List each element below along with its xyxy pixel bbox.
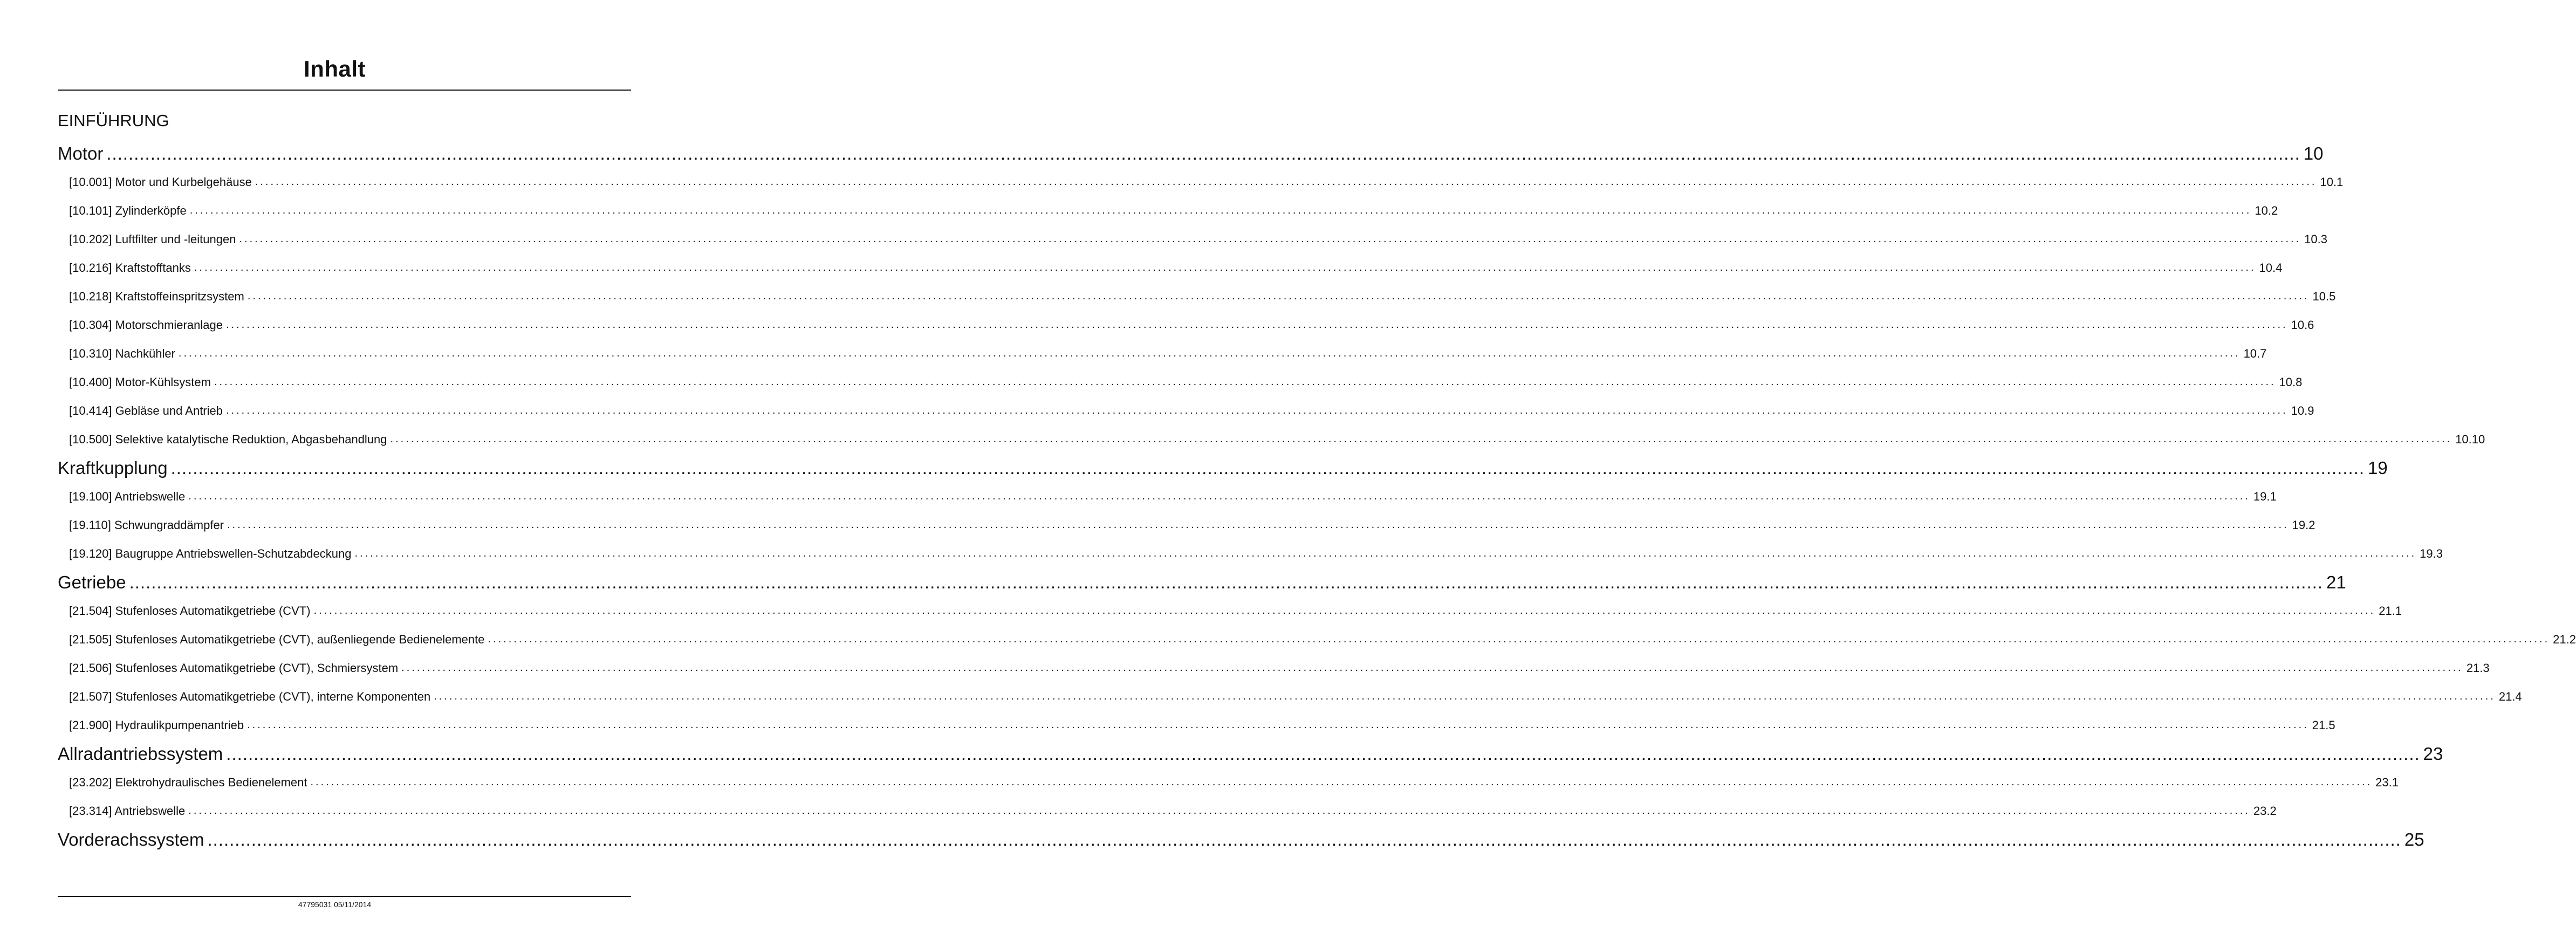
toc-chapter-title: Motor: [58, 143, 104, 163]
toc-chapter[interactable]: [58, 139, 2324, 168]
toc-page-number: 10.4: [2259, 261, 2283, 275]
toc-page-number: 19.3: [2420, 546, 2443, 560]
toc-page-number: 23: [2423, 744, 2443, 764]
toc-entry[interactable]: [58, 368, 2303, 396]
toc-entry-title: [21.506] Stufenloses Automatikgetriebe (CVT), Schmiersystem: [69, 661, 399, 675]
toc-entry-title: [10.310] Nachkühler: [69, 346, 175, 360]
toc-entry-title: [10.218] Kraftstoffeinspritzsystem: [69, 289, 244, 303]
toc-page-number: 21.1: [2379, 604, 2402, 618]
toc-dot-leader: ................................................................................................................................................................................................................................................................................................................................................................................................................: [488, 633, 2550, 645]
toc-entry[interactable]: [58, 253, 2283, 282]
toc-page-number: 10.8: [2279, 375, 2303, 389]
toc-entry[interactable]: [58, 597, 2402, 625]
toc-entry[interactable]: [58, 654, 2490, 682]
toc-page-number: 21.2: [2553, 632, 2576, 646]
section-heading: EINFÜHRUNG: [58, 111, 169, 130]
toc-dot-leader: ................................................................................................................................................................................................................................................................................................................................................................................................................: [247, 719, 2309, 731]
toc-page-number: 23.2: [2253, 804, 2277, 818]
toc-dot-leader: ................................................................................................................................................................................................................................................................................................................................................................................................................: [188, 805, 2250, 817]
toc-entry-title: [10.500] Selektive katalytische Reduktion, Abgasbehandlung: [69, 432, 387, 446]
toc-chapter[interactable]: [58, 739, 2443, 768]
footer-divider: [58, 896, 631, 897]
toc-dot-leader: ................................................................................................................................................................................................................................................................................................................................................................................................................: [434, 690, 2496, 702]
toc-entry[interactable]: [58, 168, 2344, 196]
toc-dot-leader: ................................................................................................................................................................................................................................................................................................................................................................................................................: [354, 547, 2417, 559]
toc-entry[interactable]: [58, 311, 2314, 339]
document-footer: 47795031 05/11/2014: [298, 900, 372, 909]
toc-dot-leader: ................................................................................................................................................................................................................................................................................................................................................................................................................: [313, 605, 2376, 616]
toc-dot-leader: ................................................................................................................................................................................................................................................................................................................................................................................................................: [106, 143, 2300, 163]
toc-chapter[interactable]: [58, 825, 2424, 854]
toc-dot-leader: ................................................................................................................................................................................................................................................................................................................................................................................................................: [214, 376, 2276, 388]
toc-page-number: 10.7: [2243, 346, 2267, 360]
toc-entry-title: [10.202] Luftfilter und -leitungen: [69, 232, 236, 246]
toc-page-number: 19.1: [2253, 489, 2277, 503]
toc-entry-title: [19.100] Antriebswelle: [69, 489, 186, 503]
toc-chapter-title: Vorderachssystem: [58, 830, 204, 849]
toc-entry-title: [23.314] Antriebswelle: [69, 804, 186, 818]
table-of-contents: [58, 139, 2576, 854]
page-title: Inhalt: [304, 56, 366, 81]
toc-page-number: 21.3: [2466, 661, 2490, 675]
toc-entry[interactable]: [58, 797, 2277, 825]
toc-dot-leader: ................................................................................................................................................................................................................................................................................................................................................................................................................: [227, 519, 2289, 531]
toc-page-number: 25: [2404, 830, 2424, 849]
toc-entry[interactable]: [58, 225, 2327, 253]
toc-entry[interactable]: [58, 682, 2522, 711]
toc-entry[interactable]: [58, 711, 2335, 739]
toc-page-number: 10.5: [2312, 289, 2336, 303]
title-divider: [58, 90, 631, 91]
toc-entry-title: [10.216] Kraftstofftanks: [69, 261, 191, 275]
toc-page-number: 21.5: [2312, 718, 2335, 732]
toc-dot-leader: ................................................................................................................................................................................................................................................................................................................................................................................................................: [239, 233, 2301, 245]
toc-chapter-title: Kraftkupplung: [58, 458, 168, 478]
toc-page-number: 10.1: [2320, 175, 2344, 189]
toc-page-number: 10.9: [2291, 403, 2314, 417]
toc-entry-title: [19.110] Schwungraddämpfer: [69, 518, 224, 532]
toc-entry[interactable]: [58, 339, 2267, 368]
toc-chapter-title: Getriebe: [58, 572, 126, 592]
toc-dot-leader: ................................................................................................................................................................................................................................................................................................................................................................................................................: [188, 490, 2250, 502]
toc-entry-title: [23.202] Elektrohydraulisches Bedienelement: [69, 775, 307, 789]
toc-dot-leader: ................................................................................................................................................................................................................................................................................................................................................................................................................: [129, 572, 2323, 592]
toc-page-number: 21: [2326, 572, 2346, 592]
toc-page-number: 10: [2303, 143, 2324, 163]
toc-page-number: 10.6: [2291, 318, 2314, 332]
toc-page-number: 21.4: [2498, 689, 2522, 703]
toc-entry[interactable]: [58, 482, 2277, 511]
toc-dot-leader: ................................................................................................................................................................................................................................................................................................................................................................................................................: [189, 204, 2252, 216]
toc-entry[interactable]: [58, 625, 2576, 654]
toc-entry[interactable]: [58, 539, 2443, 568]
toc-entry[interactable]: [58, 396, 2314, 425]
toc-entry[interactable]: [58, 196, 2278, 225]
toc-dot-leader: ................................................................................................................................................................................................................................................................................................................................................................................................................: [170, 458, 2365, 478]
toc-dot-leader: ................................................................................................................................................................................................................................................................................................................................................................................................................: [255, 176, 2317, 188]
toc-entry-title: [19.120] Baugruppe Antriebswellen-Schutzabdeckung: [69, 546, 352, 560]
toc-dot-leader: ................................................................................................................................................................................................................................................................................................................................................................................................................: [310, 776, 2373, 788]
toc-entry-title: [21.504] Stufenloses Automatikgetriebe (CVT): [69, 604, 311, 618]
toc-entry-title: [10.001] Motor und Kurbelgehäuse: [69, 175, 252, 189]
toc-page-number: 10.2: [2255, 203, 2278, 217]
toc-dot-leader: ................................................................................................................................................................................................................................................................................................................................................................................................................: [390, 433, 2452, 445]
toc-dot-leader: ................................................................................................................................................................................................................................................................................................................................................................................................................: [207, 830, 2401, 849]
toc-entry[interactable]: [58, 511, 2315, 539]
toc-page-number: 23.1: [2375, 775, 2399, 789]
toc-dot-leader: ................................................................................................................................................................................................................................................................................................................................................................................................................: [226, 744, 2420, 764]
toc-entry-title: [21.900] Hydraulikpumpenantrieb: [69, 718, 244, 732]
toc-entry[interactable]: [58, 768, 2399, 797]
toc-page-number: 10.10: [2455, 432, 2485, 446]
toc-dot-leader: ................................................................................................................................................................................................................................................................................................................................................................................................................: [225, 319, 2288, 331]
toc-entry-title: [10.400] Motor-Kühlsystem: [69, 375, 211, 389]
toc-entry-title: [10.304] Motorschmieranlage: [69, 318, 223, 332]
toc-entry[interactable]: [58, 282, 2336, 311]
toc-dot-leader: ................................................................................................................................................................................................................................................................................................................................................................................................................: [226, 405, 2288, 416]
toc-page-number: 19.2: [2292, 518, 2315, 532]
toc-chapter-title: Allradantriebssystem: [58, 744, 223, 764]
toc-entry[interactable]: [58, 425, 2485, 454]
toc-page-number: 19: [2368, 458, 2388, 478]
toc-page-number: 10.3: [2304, 232, 2327, 246]
toc-dot-leader: ................................................................................................................................................................................................................................................................................................................................................................................................................: [247, 290, 2310, 302]
toc-entry-title: [21.505] Stufenloses Automatikgetriebe (CVT), außenliegende Bedienelemente: [69, 632, 485, 646]
toc-entry-title: [10.101] Zylinderköpfe: [69, 203, 187, 217]
toc-dot-leader: ................................................................................................................................................................................................................................................................................................................................................................................................................: [178, 347, 2241, 359]
toc-dot-leader: ................................................................................................................................................................................................................................................................................................................................................................................................................: [401, 662, 2463, 674]
toc-entry-title: [21.507] Stufenloses Automatikgetriebe (CVT), interne Komponenten: [69, 689, 431, 703]
toc-chapter[interactable]: [58, 568, 2346, 597]
toc-entry-title: [10.414] Gebläse und Antrieb: [69, 403, 223, 417]
toc-dot-leader: ................................................................................................................................................................................................................................................................................................................................................................................................................: [194, 262, 2256, 273]
toc-chapter[interactable]: [58, 454, 2388, 482]
